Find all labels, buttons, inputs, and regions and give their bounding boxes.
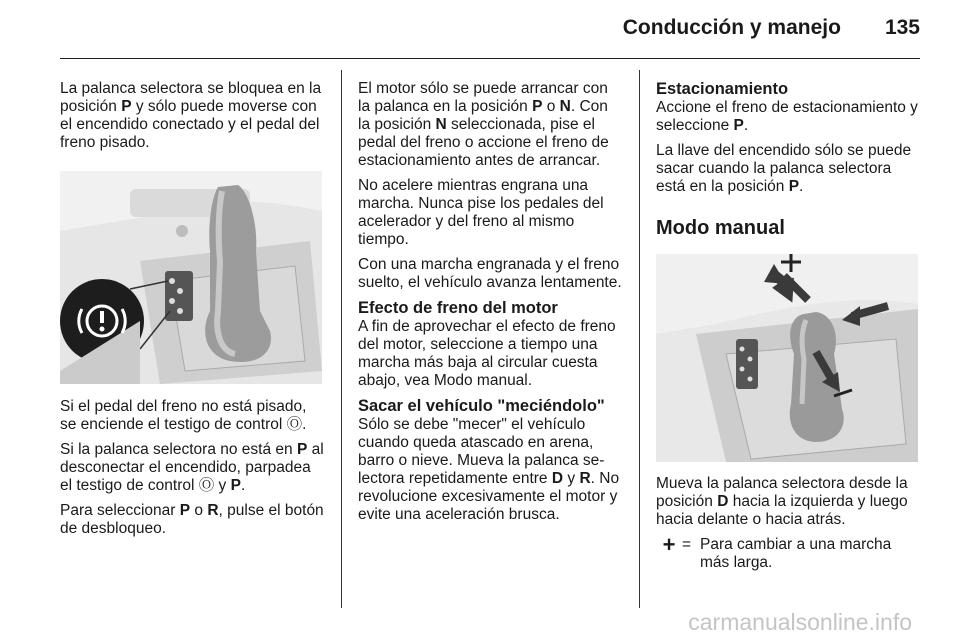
manual-mode-heading: Modo manual [656,217,785,239]
brake-warning-icon: Ⓞ [286,416,303,433]
page-header [623,16,920,46]
header-rule [60,58,920,59]
key-removal-paragraph: La llave del encendido sólo se puede sacar cuando la palanca selectora está en la posición P. [656,142,912,195]
plus-icon: + [662,532,676,557]
brake-warning-icon: Ⓞ [198,477,215,494]
manual-mode-paragraph: Mueva la palanca selectora desde la posición D hacia la izquierda y luego hacia delante o hacia atrás. [656,475,908,528]
gear-lever-drawing [60,171,322,384]
start-engine-paragraph: El motor sólo se puede arrancar con la palanca en la posición P o N. Con la posición N seleccionada, pise el pedal del freno o accione el freno de estacionamiento antes de arrancar. [358,80,609,169]
upshift-legend [656,532,922,572]
creep-paragraph: Con una marcha engranada y el freno suelto, el vehículo avanza lentamente. [358,256,622,291]
ignition-off-paragraph: Si la palanca selectora no está en P al desconectar el encendido, parpadea el testigo de control Ⓞ y P. [60,441,324,494]
watermark: carmanualsonline.info [688,609,912,635]
page-title: Conducción y manejo [622,16,841,39]
engine-brake-paragraph: A fin de aprovechar el efecto de freno del motor, seleccione a tiempo una marcha más baja al circular cuesta abajo, vea Modo manual. [358,318,616,389]
unlock-button-paragraph: Para seleccionar P o R, pulse el botón de desbloqueo. [60,502,324,537]
gear-lever-lock-illustration [60,171,322,384]
legend-equals: = [682,536,692,553]
column-3 [656,80,922,572]
engine-brake-heading: Efecto de freno del motor [358,299,558,317]
intro-paragraph: La palanca selectora se bloquea en la posición P y sólo puede moverse con el encendido conectado y el pedal del freno pisado. [60,80,322,151]
manual-shift-drawing [656,254,918,462]
manual-mode-illustration [656,254,918,462]
column-1 [60,80,325,545]
page-number: 135 [884,16,920,39]
parking-paragraph: Accione el freno de estacionamiento y seleccione P. [656,99,918,134]
rocking-paragraph: Sólo se debe "mecer" el vehículo cuando queda atascado en arena, barro o nieve. Mueva la palanca selectora repetidamente entre D y R. No revolucione excesivamente el motor y evite una aceleración brusca. [358,416,620,523]
parking-heading: Estacionamiento [656,80,789,98]
rocking-heading: Sacar el vehículo "meciéndolo" [358,397,605,415]
brake-pedal-paragraph: Si el pedal del freno no está pisado, se enciende el testigo de control Ⓞ. [60,398,307,433]
column-divider-1 [341,70,342,608]
no-accelerate-paragraph: No acelere mientras engrana una marcha. Nunca pise los pedales del acelerador y del freno al mismo tiempo. [358,177,604,248]
column-2 [358,80,624,531]
column-divider-2 [639,70,640,608]
upshift-text: Para cambiar a una marcha más larga. [700,536,892,571]
